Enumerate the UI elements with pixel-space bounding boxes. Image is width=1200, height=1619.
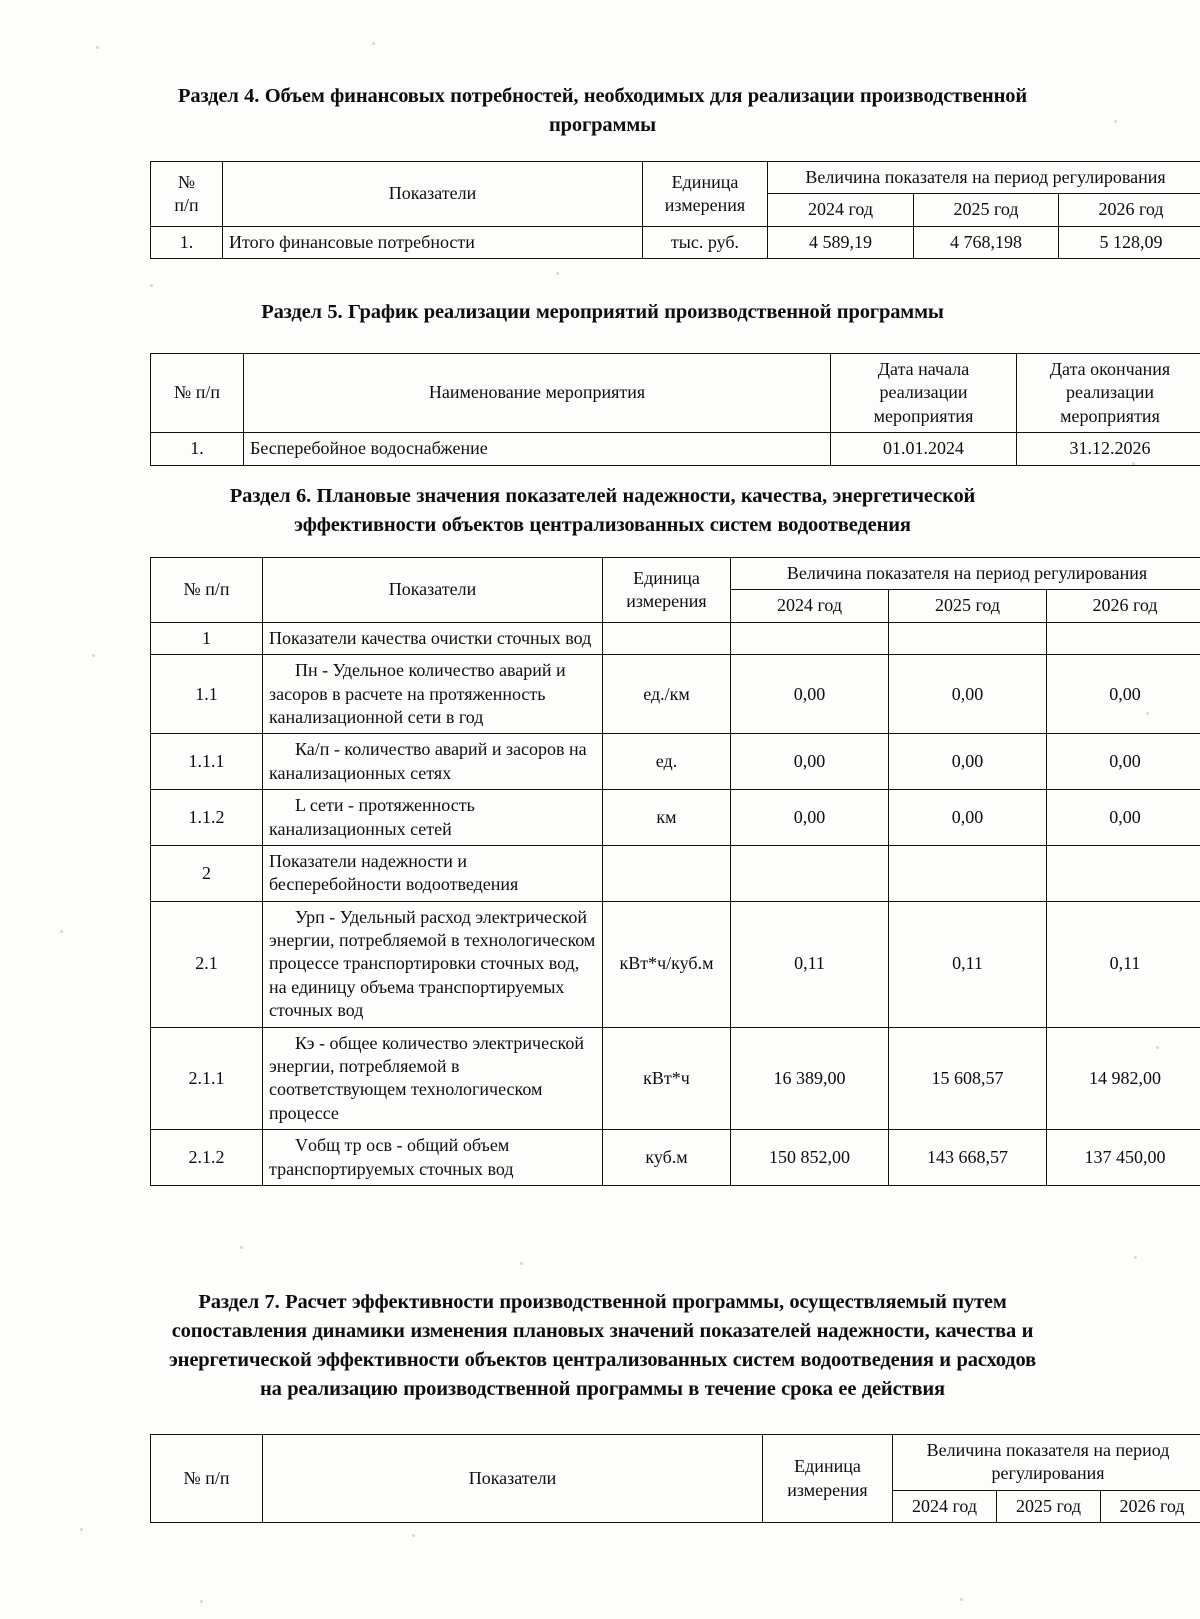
scan-speck <box>520 1262 523 1265</box>
scan-speck <box>240 1246 243 1249</box>
header-end-line1: Дата окончания <box>1049 359 1171 379</box>
row-unit: кВт*ч <box>603 1027 731 1130</box>
section-4-heading <box>75 82 1130 140</box>
table-row <box>151 622 1200 654</box>
scan-speck <box>60 930 63 933</box>
row-value-2026 <box>1047 622 1200 654</box>
scan-speck <box>96 46 99 49</box>
header-unit-line2: измерения <box>664 194 746 215</box>
header-unit <box>603 558 731 623</box>
row-no: 2.1.2 <box>151 1130 263 1186</box>
row-no: 2 <box>151 845 263 901</box>
scan-speck <box>412 1534 415 1537</box>
section-6-heading <box>75 482 1130 540</box>
row-no: 1.1.1 <box>151 734 263 790</box>
row-value-2025: 143 668,57 <box>889 1130 1047 1186</box>
row-value-2024: 0,00 <box>731 790 889 846</box>
scan-speck <box>200 1600 203 1603</box>
table-row <box>151 1130 1200 1186</box>
row-value-2026: 5 128,09 <box>1059 226 1200 258</box>
header-unit-line1: Единица <box>671 171 739 192</box>
table-header-row <box>151 1435 1200 1491</box>
row-value-2026: 137 450,00 <box>1047 1130 1200 1186</box>
header-unit <box>763 1435 893 1523</box>
row-value-2025: 0,11 <box>889 901 1047 1027</box>
header-year-2026: 2026 год <box>1059 194 1200 226</box>
header-unit-line2: измерения <box>626 590 707 611</box>
row-value-2026: 0,00 <box>1047 790 1200 846</box>
scan-speck <box>556 272 559 275</box>
row-value-2024: 150 852,00 <box>731 1130 889 1186</box>
header-no-line2: п/п <box>174 194 199 215</box>
section-7-title-line-3: энергетической эффективности объектов централизованных систем водоотведения и расходов <box>168 1349 1037 1372</box>
header-start-line1: Дата начала <box>877 359 970 379</box>
header-no: № п/п <box>151 354 244 433</box>
table-row <box>151 845 1200 901</box>
table-header-row <box>151 162 1200 194</box>
table-row <box>151 226 1200 258</box>
row-indicator: Кэ - общее количество электрической энергии, потребляемой в соответствующем технологическом процессе <box>263 1027 603 1130</box>
table-row <box>151 655 1200 734</box>
table-header-row <box>151 354 1200 433</box>
header-start-line2: реализации <box>879 382 968 403</box>
row-value-2024: 16 389,00 <box>731 1027 889 1130</box>
row-indicator: Vобщ тр осв - общий объем транспортируемых сточных вод <box>263 1130 603 1186</box>
row-value-2024 <box>731 622 889 654</box>
row-value-2026: 0,00 <box>1047 655 1200 734</box>
header-year-2025: 2025 год <box>889 590 1047 622</box>
row-value-2026: 0,00 <box>1047 734 1200 790</box>
scan-speck <box>150 284 153 287</box>
row-value-2025 <box>889 845 1047 901</box>
row-unit <box>603 845 731 901</box>
section-6-title-line-1: Раздел 6. Плановые значения показателей надежности, качества, энергетической <box>229 485 976 507</box>
header-unit-line2: измерения <box>787 1479 868 1500</box>
row-indicator: Урп - Удельный расход электрической энергии, потребляемой в технологическом процессе транспортировки сточных вод, на единицу объема транспортируемых сточных вод <box>263 901 603 1027</box>
header-unit-line1: Единица <box>794 1456 861 1477</box>
table-header-row <box>151 558 1200 590</box>
row-no: 1. <box>151 226 223 258</box>
table-row <box>151 1027 1200 1130</box>
section-6-title-line-2: эффективности объектов централизованных систем водоотведения <box>294 514 911 537</box>
section-7-heading <box>75 1288 1130 1404</box>
row-indicator: Пн - Удельное количество аварий и засоров в расчете на протяженность канализационной сети в год <box>263 655 603 734</box>
row-value-2024: 0,00 <box>731 734 889 790</box>
row-unit: тыс. руб. <box>643 226 768 258</box>
row-indicator: Показатели надежности и бесперебойности водоотведения <box>263 845 603 901</box>
section-7-title-line-4: на реализацию производственной программы в течение срока ее действия <box>260 1378 945 1401</box>
scan-speck <box>372 42 375 45</box>
table-row <box>151 901 1200 1027</box>
section-7-title-line-1: Раздел 7. Расчет эффективности производственной программы, осуществляемый путем <box>198 1291 1007 1313</box>
section-7-title-line-2: сопоставления динамики изменения плановых значений показателей надежности, качества и <box>171 1320 1034 1343</box>
header-year-2024: 2024 год <box>893 1490 997 1522</box>
row-indicator: Ка/п - количество аварий и засоров на канализационных сетях <box>263 734 603 790</box>
header-indicators: Показатели <box>263 1435 763 1523</box>
section-4-title-line-1: Раздел 4. Объем финансовых потребностей, необходимых для реализации производственной <box>177 85 1028 107</box>
header-year-2026: 2026 год <box>1101 1490 1200 1522</box>
row-value-2025: 0,00 <box>889 790 1047 846</box>
row-indicator: L сети - протяженность канализационных сетей <box>263 790 603 846</box>
row-value-2024: 0,00 <box>731 655 889 734</box>
section-7-table <box>150 1434 1200 1523</box>
section-5-title: Раздел 5. График реализации мероприятий производственной программы <box>261 301 944 323</box>
header-unit-line1: Единица <box>633 567 700 588</box>
row-no: 2.1.1 <box>151 1027 263 1130</box>
header-year-2024: 2024 год <box>768 194 914 226</box>
row-event: Бесперебойное водоснабжение <box>244 433 831 465</box>
row-unit: куб.м <box>603 1130 731 1186</box>
table-row <box>151 433 1200 465</box>
row-value-2025: 4 768,198 <box>914 226 1059 258</box>
header-start-date <box>831 354 1017 433</box>
row-indicator: Итого финансовые потребности <box>223 226 643 258</box>
header-period-group: Величина показателя на период регулирования <box>893 1435 1200 1491</box>
section-4-title-line-2: программы <box>548 114 656 137</box>
row-value-2025: 15 608,57 <box>889 1027 1047 1130</box>
section-4-table <box>150 161 1200 259</box>
row-unit: ед. <box>603 734 731 790</box>
row-no: 1. <box>151 433 244 465</box>
header-year-2025: 2025 год <box>997 1490 1101 1522</box>
header-no: № п/п <box>151 558 263 623</box>
row-value-2024 <box>731 845 889 901</box>
header-end-line2: реализации <box>1066 382 1154 403</box>
header-indicators: Показатели <box>223 162 643 227</box>
row-indicator: Показатели качества очистки сточных вод <box>263 622 603 654</box>
header-indicators: Показатели <box>263 558 603 623</box>
row-unit <box>603 622 731 654</box>
header-end-line3: мероприятия <box>1060 405 1160 426</box>
header-no-line1: № <box>177 171 196 192</box>
scan-speck <box>80 1528 83 1531</box>
header-year-2026: 2026 год <box>1047 590 1200 622</box>
section-5-table <box>150 353 1200 466</box>
scan-speck <box>1134 1256 1137 1259</box>
row-no: 1 <box>151 622 263 654</box>
row-unit: ед./км <box>603 655 731 734</box>
row-value-2024: 0,11 <box>731 901 889 1027</box>
header-period-group: Величина показателя на период регулирования <box>731 558 1200 590</box>
header-no <box>151 162 223 227</box>
row-no: 2.1 <box>151 901 263 1027</box>
row-value-2025: 0,00 <box>889 734 1047 790</box>
header-event-name: Наименование мероприятия <box>244 354 831 433</box>
row-end-date: 31.12.2026 <box>1017 433 1200 465</box>
header-period-group: Величина показателя на период регулирования <box>768 162 1200 194</box>
row-no: 1.1 <box>151 655 263 734</box>
scan-speck <box>92 654 95 657</box>
row-start-date: 01.01.2024 <box>831 433 1017 465</box>
row-value-2026: 14 982,00 <box>1047 1027 1200 1130</box>
row-value-2026: 0,11 <box>1047 901 1200 1027</box>
header-year-2025: 2025 год <box>914 194 1059 226</box>
section-5-heading <box>75 298 1130 327</box>
header-end-date <box>1017 354 1200 433</box>
section-6-table <box>150 557 1200 1186</box>
header-start-line3: мероприятия <box>873 405 974 426</box>
row-value-2025: 0,00 <box>889 655 1047 734</box>
header-no: № п/п <box>151 1435 263 1523</box>
row-unit: кВт*ч/куб.м <box>603 901 731 1027</box>
table-row <box>151 734 1200 790</box>
row-value-2024: 4 589,19 <box>768 226 914 258</box>
header-year-2024: 2024 год <box>731 590 889 622</box>
row-unit: км <box>603 790 731 846</box>
header-unit <box>643 162 768 227</box>
row-no: 1.1.2 <box>151 790 263 846</box>
row-value-2025 <box>889 622 1047 654</box>
table-row <box>151 790 1200 846</box>
row-value-2026 <box>1047 845 1200 901</box>
scan-speck <box>960 1598 963 1601</box>
